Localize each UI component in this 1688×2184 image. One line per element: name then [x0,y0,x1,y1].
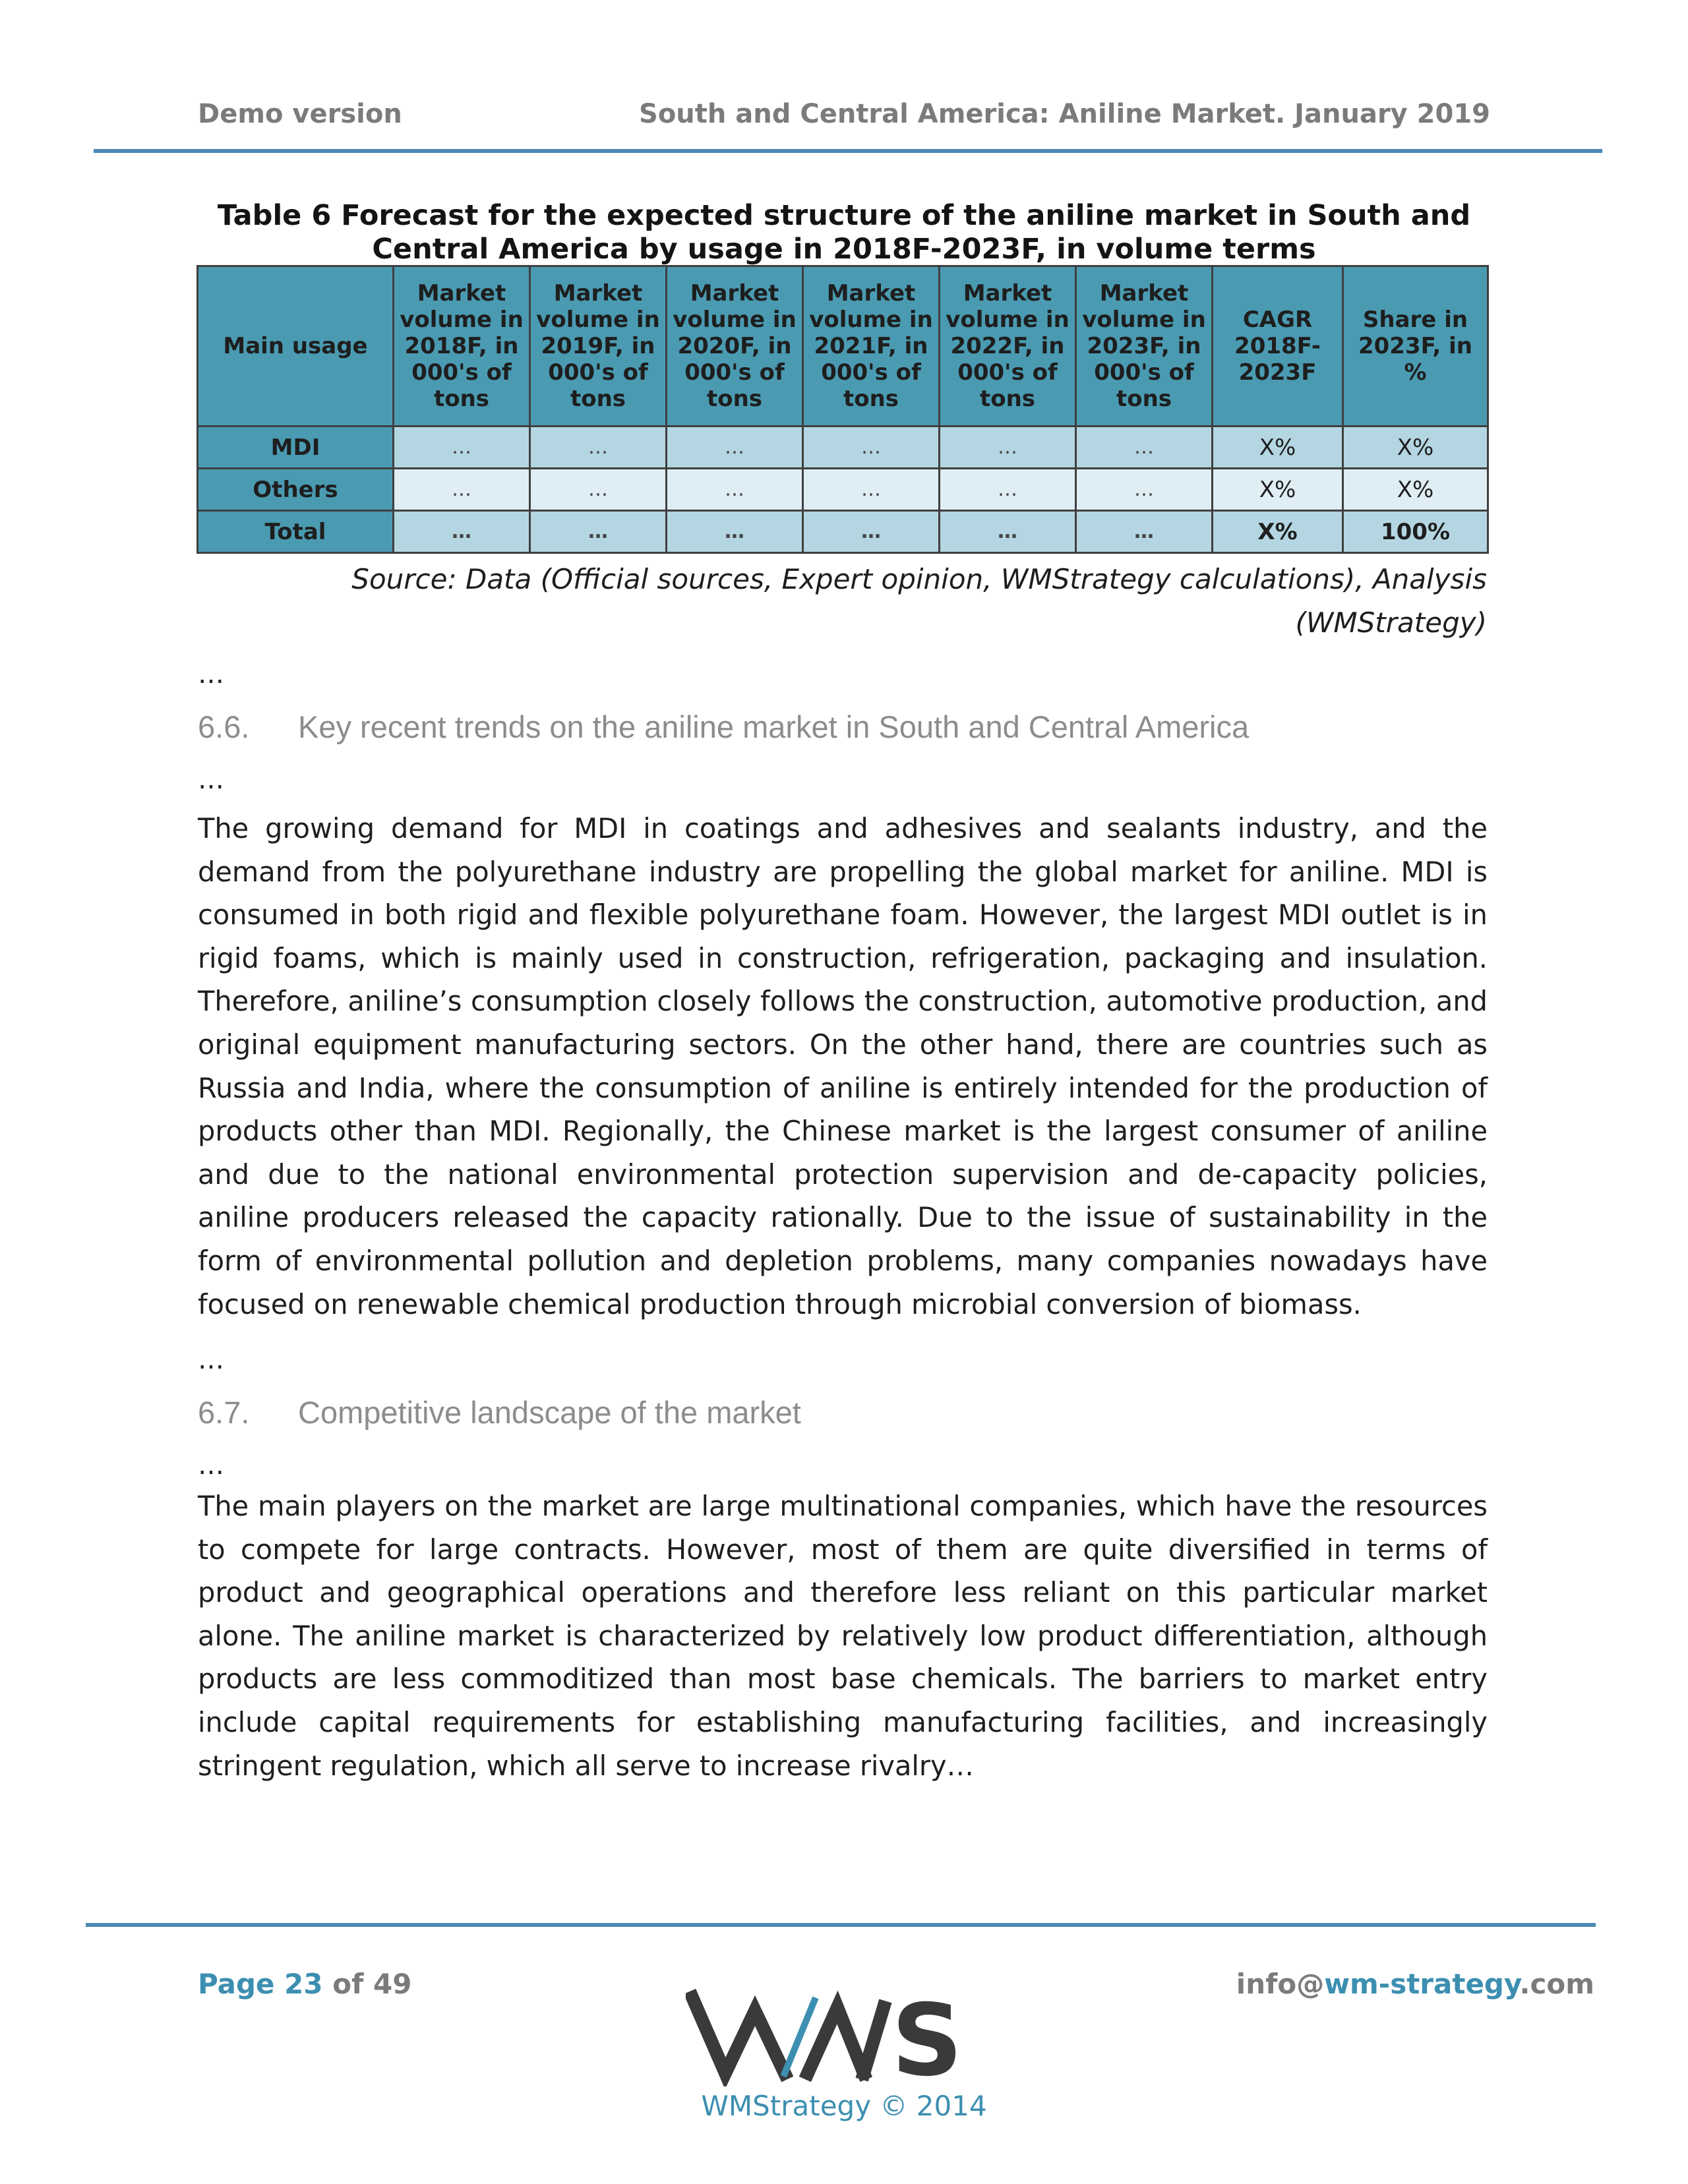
table-cell: X% [1213,427,1343,469]
column-header: Main usage [198,266,394,427]
column-header: CAGR 2018F-2023F [1213,266,1343,427]
table-cell: … [1076,427,1213,469]
section-title: Key recent trends on the aniline market in South and Central America [298,709,1250,744]
table-cell: … [667,469,803,511]
column-header: Market volume in 2020F, in 000's of tons [667,266,803,427]
table-cell: … [803,511,940,553]
section-heading-6-6 [198,709,1249,745]
copyright-notice: WMStrategy © 2014 [701,2090,987,2122]
table-cell: … [667,511,803,553]
header-divider [94,149,1602,153]
footer-divider [86,1923,1596,1927]
table-cell: … [1076,469,1213,511]
section-number: 6.7. [198,1395,250,1430]
logo-letter: S [891,1984,963,2086]
table-caption: Table 6 Forecast for the expected structure of the aniline market in South and Central America by usage in 2018F-2023F, in volume terms [217,199,1471,266]
table-cell: X% [1343,427,1488,469]
row-label: MDI [198,427,394,469]
ellipsis: … [198,765,224,795]
table-cell: … [530,511,667,553]
table-cell: … [394,427,530,469]
header-report-title: South and Central America: Aniline Market. January 2019 [639,99,1490,129]
table-cell: X% [1213,511,1343,553]
table-row-mdi [198,427,1488,469]
page-of: of [332,1968,364,2000]
email-user: info@ [1236,1968,1325,2000]
column-header: Market volume in 2019F, in 000's of tons [530,266,667,427]
wms-logo-icon [686,1981,1002,2086]
section-heading-6-7 [198,1394,801,1431]
table-cell: … [940,511,1076,553]
column-header: Market volume in 2018F, in 000's of tons [394,266,530,427]
ellipsis: … [198,1450,224,1481]
table-cell: … [530,427,667,469]
header-demo-label: Demo version [198,99,402,129]
table-row-total [198,511,1488,553]
row-label: Others [198,469,394,511]
table-cell: … [940,469,1076,511]
table-cell: X% [1343,469,1488,511]
email-domain: wm-strategy [1324,1968,1520,2000]
forecast-table [196,265,1489,554]
page-total: 49 [373,1968,412,2000]
column-header: Market volume in 2023F, in 000's of tons [1076,266,1213,427]
section-title: Competitive landscape of the market [298,1395,801,1430]
column-header: Market volume in 2022F, in 000's of tons [940,266,1076,427]
ellipsis: … [198,1345,224,1375]
section-number: 6.6. [198,709,250,744]
page-word: Page [198,1968,275,2000]
contact-email [1236,1968,1594,2000]
page-number [198,1968,411,2000]
ellipsis: … [198,659,224,690]
table-cell: … [667,427,803,469]
column-header: Share in 2023F, in % [1343,266,1488,427]
table-cell: … [394,511,530,553]
table-cell: … [803,469,940,511]
table-cell: … [1076,511,1213,553]
column-header: Market volume in 2021F, in 000's of tons [803,266,940,427]
email-tld: .com [1519,1968,1594,2000]
table-cell: X% [1213,469,1343,511]
row-label: Total [198,511,394,553]
table-cell: … [394,469,530,511]
table-cell: 100% [1343,511,1488,553]
table-source-note: Source: Data (Official sources, Expert opinion, WMStrategy calculations), Analysis (WMStrategy) [351,563,1487,639]
paragraph-key-trends: The growing demand for MDI in coatings and adhesives and sealants industry, and the demand from the polyurethane industry are propelling the global market for aniline. MDI is consumed in both rigid and flexible polyurethane foam. However, the largest MDI outlet is in rigid foams, which is mainly used in construction, refrigeration, packaging and insulation. Therefore, aniline’s consumption closely follows the construction, automotive production, and original equipment manufacturing sectors. On the other hand, there are countries such as Russia and India, where the consumption of aniline is entirely intended for the production of products other than MDI. Regionally, the Chinese market is the largest consumer of aniline and due to the national environmental protection supervision and de-capacity policies, aniline producers released the capacity rationally. Due to the issue of sustainability in the form of environmental pollution and depletion problems, many companies nowadays have focused on renewable chemical production through microbial conversion of biomass. [198,812,1488,1320]
paragraph-competitive-landscape: The main players on the market are large multinational companies, which have the resources to compete for large contracts. However, most of them are quite diversified in terms of product and geographical operations and therefore less reliant on this particular market alone. The aniline market is characterized by relatively low product differentiation, although products are less commoditized than most base chemicals. The barriers to market entry include capital requirements for establishing manufacturing facilities, and increasingly stringent regulation, which all serve to increase rivalry… [198,1490,1488,1782]
table-row-others [198,469,1488,511]
table-cell: … [530,469,667,511]
table-cell: … [803,427,940,469]
table-header-row [198,266,1488,427]
page-current: 23 [284,1968,323,2000]
table-cell: … [940,427,1076,469]
